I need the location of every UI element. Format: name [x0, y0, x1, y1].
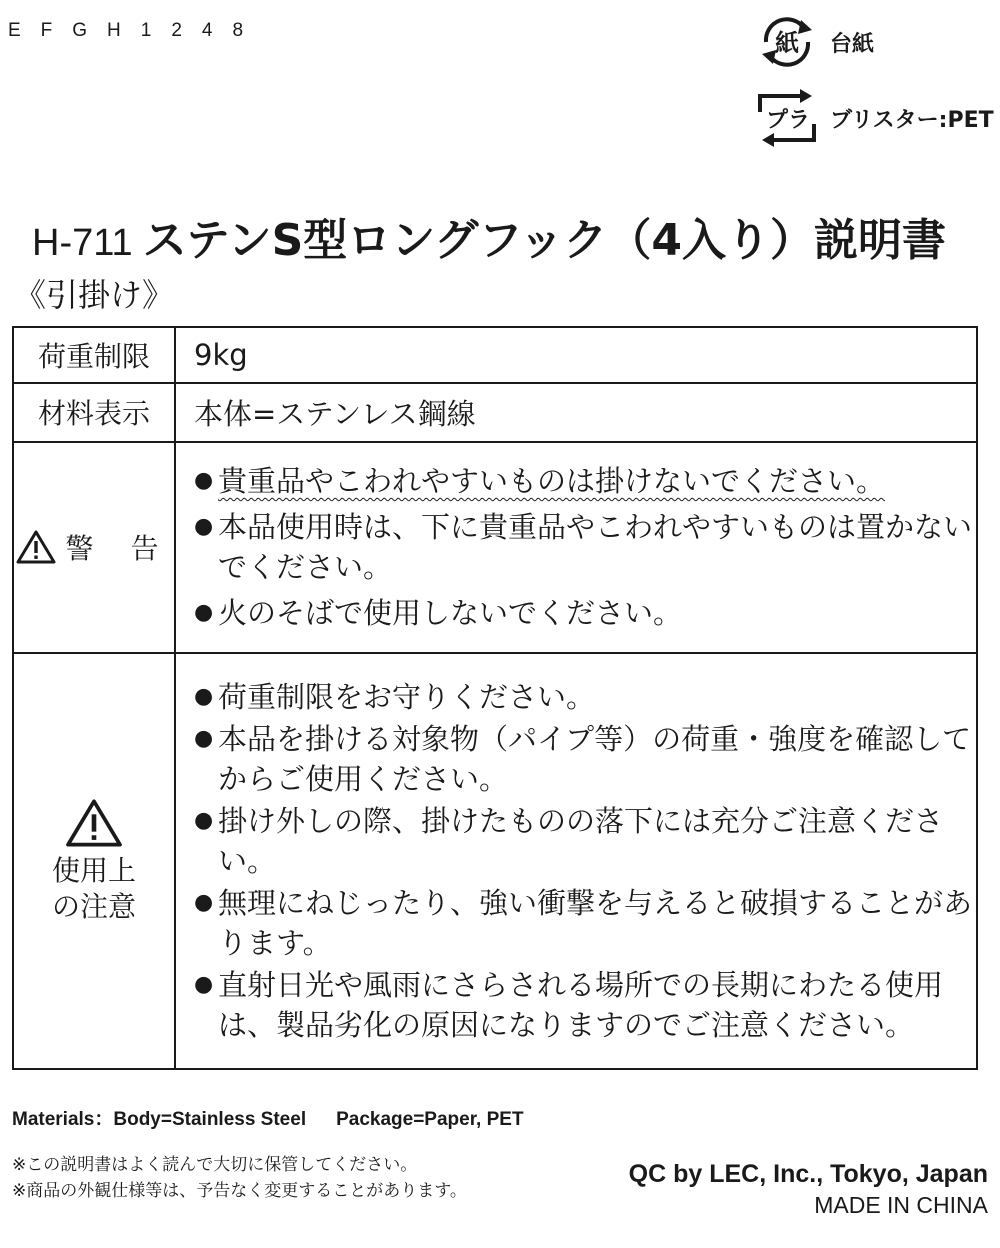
caution-item-5: 直射日光や風雨にさらされる場所での長期にわたる使用は、製品劣化の原因になりますのでご注意ください。 — [218, 967, 944, 1042]
spec-table — [12, 326, 978, 1070]
bullet-icon: ● — [194, 971, 214, 997]
warning-label: 警 告 — [65, 532, 173, 566]
list-item — [194, 507, 975, 587]
list-item — [194, 461, 975, 501]
recycle-mark-paper — [752, 12, 874, 72]
warning-item-1: 貴重品やこわれやすいものは掛けないでください。 — [218, 464, 886, 499]
list-item — [194, 883, 975, 963]
load-label: 荷重制限 — [13, 327, 175, 383]
caution-header — [13, 653, 175, 1069]
warning-item-2: 本品使用時は、下に貴重品やこわれやすいものは置かないでください。 — [218, 510, 973, 585]
list-item — [194, 593, 975, 633]
warning-item-3: 火のそばで使用しないでください。 — [218, 596, 683, 631]
usage-subtitle: 《引掛け》 — [14, 276, 175, 314]
note-spec-change: ※商品の外観仕様等は、予告なく変更することがあります。 — [12, 1181, 467, 1201]
recycle-label-plastic: ブリスター:PET — [830, 107, 994, 133]
paper-recycle-icon — [752, 12, 822, 72]
materials-package: Package=Paper, PET — [336, 1109, 524, 1130]
warning-triangle-icon — [16, 529, 56, 565]
material-value: 本体=ステンレス鋼線 — [175, 383, 977, 441]
bullet-icon: ● — [194, 468, 214, 494]
caution-label-line2: の注意 — [51, 889, 136, 923]
product-code: EFGH1248 — [8, 20, 264, 41]
bullet-icon: ● — [194, 514, 214, 540]
bullet-icon: ● — [194, 600, 214, 626]
list-item — [194, 719, 975, 799]
country-of-origin: MADE IN CHINA — [814, 1192, 988, 1218]
list-item — [194, 965, 975, 1045]
materials-body: Materials：Body=Stainless Steel — [12, 1109, 307, 1130]
bullet-icon: ● — [194, 807, 214, 833]
model-number: H-711 — [32, 222, 133, 264]
spec-row-material — [13, 383, 977, 441]
spec-row-load — [13, 327, 977, 383]
warning-header — [13, 442, 175, 653]
caution-item-4: 無理にねじったり、強い衝撃を与えると破損することがあります。 — [218, 885, 973, 960]
recycle-mark-plastic — [752, 88, 994, 148]
bullet-icon: ● — [194, 683, 214, 709]
bullet-icon: ● — [194, 725, 214, 751]
company-info: QC by LEC, Inc., Tokyo, Japan — [628, 1160, 988, 1188]
caution-item-2: 本品を掛ける対象物（パイプ等）の荷重・強度を確認してからご使用ください。 — [218, 721, 972, 796]
caution-item-1: 荷重制限をお守りください。 — [218, 679, 596, 714]
product-name: ステンS型ロングフック（4入り）説明書 — [142, 215, 946, 266]
warning-list — [194, 461, 975, 633]
load-value: 9kg — [175, 327, 977, 383]
materials-line — [12, 1104, 554, 1131]
list-item — [194, 677, 975, 717]
plastic-recycle-glyph: プラ — [765, 108, 811, 133]
paper-recycle-glyph: 紙 — [775, 29, 799, 57]
caution-triangle-icon — [65, 797, 123, 849]
caution-list — [194, 677, 975, 1045]
note-keep-manual: ※この説明書はよく読んで大切に保管してください。 — [12, 1155, 418, 1175]
caution-item-3: 掛け外しの際、掛けたものの落下には充分ご注意ください。 — [218, 803, 944, 878]
recycle-label-paper: 台紙 — [830, 31, 875, 57]
plastic-recycle-icon — [752, 88, 822, 148]
caution-label-line1: 使用上 — [51, 853, 136, 887]
bullet-icon: ● — [194, 889, 214, 915]
spec-row-caution — [13, 653, 977, 1069]
material-label: 材料表示 — [13, 383, 175, 441]
page-title — [32, 204, 946, 268]
caution-content — [175, 653, 977, 1069]
spec-row-warning — [13, 442, 977, 653]
notes — [12, 1152, 467, 1204]
warning-content — [175, 442, 977, 653]
list-item — [194, 801, 975, 881]
